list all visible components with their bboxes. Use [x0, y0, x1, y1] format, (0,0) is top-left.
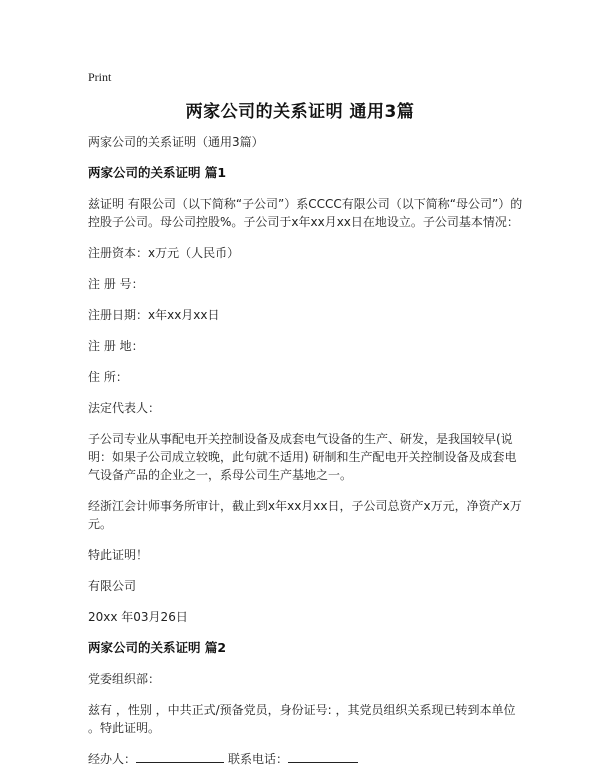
issue-date: 20xx 年03月26日 — [88, 610, 188, 624]
phone-label: 联系电话： — [228, 752, 289, 766]
company-name: 有限公司 — [88, 579, 137, 593]
recipient: 党委组织部： — [88, 672, 161, 686]
certify-text: 特此证明！ — [88, 548, 149, 562]
document-title: 两家公司的关系证明 通用3篇 — [185, 102, 415, 122]
business-line1: 子公司专业从事配电开关控制设备及成套电气设备的生产、研发，是我国较早(说 — [88, 432, 513, 446]
print-label: Print — [88, 70, 112, 84]
handler-label: 经办人： — [88, 752, 137, 766]
registered-address: 注 册 地： — [88, 339, 144, 353]
business-line2: 明：如果子公司成立较晚，此句就不适用) 研制和生产配电开关控制设备及成套电 — [88, 450, 517, 464]
section2-body-line2: 。特此证明。 — [88, 721, 161, 735]
handler-blank — [136, 750, 224, 763]
registration-date: 注册日期：x年xx月xx日 — [88, 308, 220, 322]
subtitle-line: 两家公司的关系证明（通用3篇） — [88, 135, 264, 149]
section1-intro-line1: 兹证明 有限公司（以下简称“子公司”）系CCCC有限公司（以下简称“母公司”）的 — [88, 197, 523, 211]
section2-body-line1: 兹有 ，性别 ，中共正式/预备党员，身份证号: ，其党员组织关系现已转到本单位 — [88, 703, 516, 717]
signature-line — [88, 750, 528, 768]
audit-line2: 元。 — [88, 517, 113, 531]
section1-intro-line2: 控股子公司。母公司控股%。子公司于x年xx月xx日在地设立。子公司基本情况： — [88, 215, 519, 229]
registered-capital: 注册资本：x万元（人民币） — [88, 246, 240, 260]
audit-line1: 经浙江会计师事务所审计，截止到x年xx月xx日，子公司总资产x万元，净资产x万 — [88, 499, 522, 513]
document-body — [88, 133, 528, 768]
residence: 住 所： — [88, 370, 128, 384]
registration-number: 注 册 号： — [88, 277, 144, 291]
section1-heading: 两家公司的关系证明 篇1 — [88, 165, 227, 180]
business-line3: 气设备产品的企业之一，系母公司生产基地之一。 — [88, 468, 353, 482]
legal-representative: 法定代表人： — [88, 401, 161, 415]
section2-heading: 两家公司的关系证明 篇2 — [88, 640, 227, 655]
phone-blank — [288, 750, 358, 763]
